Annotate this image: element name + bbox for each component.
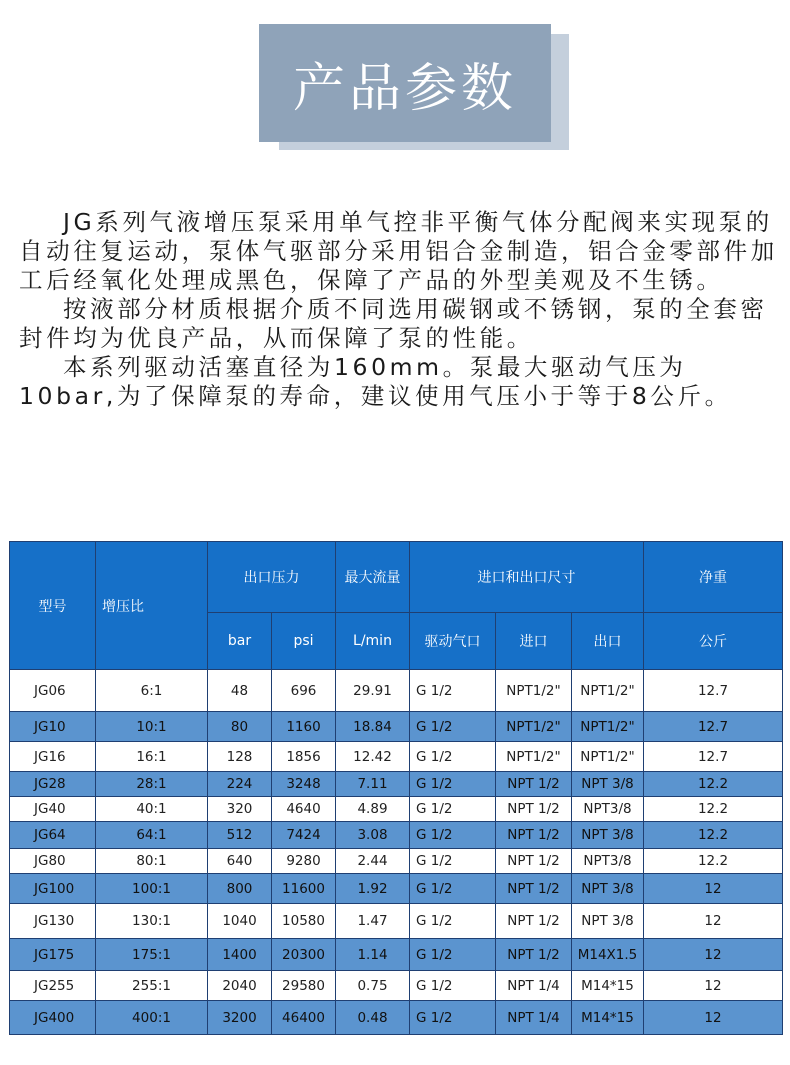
cell-outlet: NPT 3/8 bbox=[572, 874, 644, 904]
cell-model: JG175 bbox=[10, 939, 96, 971]
cell-outlet: NPT 3/8 bbox=[572, 904, 644, 939]
cell-ratio: 16:1 bbox=[96, 742, 208, 772]
cell-weight: 12 bbox=[644, 904, 783, 939]
spec-table-body bbox=[10, 670, 783, 1035]
cell-outlet: NPT1/2" bbox=[572, 712, 644, 742]
cell-bar: 128 bbox=[208, 742, 272, 772]
table-row bbox=[10, 797, 783, 822]
cell-flow: 2.44 bbox=[336, 849, 410, 874]
cell-psi: 1856 bbox=[272, 742, 336, 772]
cell-flow: 1.47 bbox=[336, 904, 410, 939]
cell-bar: 1400 bbox=[208, 939, 272, 971]
cell-psi: 7424 bbox=[272, 822, 336, 849]
cell-drive-port: G 1/2 bbox=[410, 797, 496, 822]
cell-flow: 1.14 bbox=[336, 939, 410, 971]
cell-psi: 696 bbox=[272, 670, 336, 712]
cell-drive-port: G 1/2 bbox=[410, 874, 496, 904]
cell-weight: 12 bbox=[644, 939, 783, 971]
header-inlet: 进口 bbox=[496, 613, 572, 670]
header-model: 型号 bbox=[10, 542, 96, 670]
cell-drive-port: G 1/2 bbox=[410, 822, 496, 849]
cell-outlet: M14*15 bbox=[572, 971, 644, 1001]
spec-table bbox=[9, 541, 783, 1035]
description-paragraph: 按液部分材质根据介质不同选用碳钢或不锈钢，泵的全套密封件均为优良产品，从而保障了泵的性能。 bbox=[19, 295, 768, 352]
cell-inlet: NPT1/2" bbox=[496, 670, 572, 712]
cell-outlet: M14*15 bbox=[572, 1001, 644, 1035]
cell-flow: 0.75 bbox=[336, 971, 410, 1001]
cell-outlet: NPT3/8 bbox=[572, 849, 644, 874]
header-outlet: 出口 bbox=[572, 613, 644, 670]
cell-ratio: 175:1 bbox=[96, 939, 208, 971]
product-description bbox=[19, 208, 779, 411]
cell-drive-port: G 1/2 bbox=[410, 712, 496, 742]
cell-bar: 320 bbox=[208, 797, 272, 822]
cell-ratio: 28:1 bbox=[96, 772, 208, 797]
cell-outlet: NPT 3/8 bbox=[572, 772, 644, 797]
cell-psi: 3248 bbox=[272, 772, 336, 797]
cell-inlet: NPT 1/4 bbox=[496, 971, 572, 1001]
title-box bbox=[259, 24, 551, 142]
cell-model: JG80 bbox=[10, 849, 96, 874]
cell-outlet: NPT1/2" bbox=[572, 742, 644, 772]
cell-ratio: 64:1 bbox=[96, 822, 208, 849]
table-row bbox=[10, 1001, 783, 1035]
cell-bar: 224 bbox=[208, 772, 272, 797]
cell-flow: 0.48 bbox=[336, 1001, 410, 1035]
table-row bbox=[10, 874, 783, 904]
cell-inlet: NPT 1/2 bbox=[496, 772, 572, 797]
table-row bbox=[10, 772, 783, 797]
cell-drive-port: G 1/2 bbox=[410, 670, 496, 712]
cell-weight: 12.2 bbox=[644, 772, 783, 797]
cell-psi: 10580 bbox=[272, 904, 336, 939]
table-row bbox=[10, 939, 783, 971]
cell-flow: 4.89 bbox=[336, 797, 410, 822]
cell-model: JG10 bbox=[10, 712, 96, 742]
table-row bbox=[10, 904, 783, 939]
cell-flow: 3.08 bbox=[336, 822, 410, 849]
table-row bbox=[10, 742, 783, 772]
cell-model: JG06 bbox=[10, 670, 96, 712]
cell-ratio: 400:1 bbox=[96, 1001, 208, 1035]
cell-inlet: NPT 1/2 bbox=[496, 874, 572, 904]
cell-ratio: 100:1 bbox=[96, 874, 208, 904]
cell-ratio: 6:1 bbox=[96, 670, 208, 712]
cell-weight: 12.7 bbox=[644, 742, 783, 772]
cell-psi: 4640 bbox=[272, 797, 336, 822]
cell-bar: 2040 bbox=[208, 971, 272, 1001]
cell-flow: 1.92 bbox=[336, 874, 410, 904]
cell-drive-port: G 1/2 bbox=[410, 904, 496, 939]
cell-bar: 48 bbox=[208, 670, 272, 712]
cell-weight: 12.7 bbox=[644, 712, 783, 742]
header-psi: psi bbox=[272, 613, 336, 670]
cell-weight: 12 bbox=[644, 1001, 783, 1035]
cell-drive-port: G 1/2 bbox=[410, 1001, 496, 1035]
cell-model: JG255 bbox=[10, 971, 96, 1001]
cell-ratio: 130:1 bbox=[96, 904, 208, 939]
header-max-flow: 最大流量 bbox=[336, 542, 410, 613]
cell-weight: 12 bbox=[644, 971, 783, 1001]
description-paragraph: JG系列气液增压泵采用单气控非平衡气体分配阀来实现泵的自动往复运动，泵体气驱部分采用铝合金制造，铝合金零部件加工后经氧化处理成黑色，保障了产品的外型美观及不生锈。 bbox=[19, 208, 778, 294]
cell-model: JG16 bbox=[10, 742, 96, 772]
cell-psi: 46400 bbox=[272, 1001, 336, 1035]
header-weight-unit: 公斤 bbox=[644, 613, 783, 670]
cell-outlet: NPT 3/8 bbox=[572, 822, 644, 849]
cell-flow: 12.42 bbox=[336, 742, 410, 772]
table-row bbox=[10, 670, 783, 712]
cell-inlet: NPT1/2" bbox=[496, 742, 572, 772]
header-port-size: 进口和出口尺寸 bbox=[410, 542, 644, 613]
header-outlet-pressure: 出口压力 bbox=[208, 542, 336, 613]
cell-model: JG28 bbox=[10, 772, 96, 797]
cell-drive-port: G 1/2 bbox=[410, 742, 496, 772]
cell-ratio: 255:1 bbox=[96, 971, 208, 1001]
cell-inlet: NPT 1/2 bbox=[496, 797, 572, 822]
table-row bbox=[10, 822, 783, 849]
cell-weight: 12 bbox=[644, 874, 783, 904]
cell-outlet: NPT3/8 bbox=[572, 797, 644, 822]
cell-drive-port: G 1/2 bbox=[410, 849, 496, 874]
cell-inlet: NPT 1/2 bbox=[496, 849, 572, 874]
cell-bar: 3200 bbox=[208, 1001, 272, 1035]
cell-psi: 9280 bbox=[272, 849, 336, 874]
cell-inlet: NPT 1/2 bbox=[496, 904, 572, 939]
header-flow-unit: L/min bbox=[336, 613, 410, 670]
cell-drive-port: G 1/2 bbox=[410, 772, 496, 797]
cell-weight: 12.2 bbox=[644, 849, 783, 874]
cell-flow: 29.91 bbox=[336, 670, 410, 712]
cell-ratio: 80:1 bbox=[96, 849, 208, 874]
cell-inlet: NPT 1/2 bbox=[496, 822, 572, 849]
cell-drive-port: G 1/2 bbox=[410, 939, 496, 971]
title-banner bbox=[259, 24, 569, 150]
cell-outlet: M14X1.5 bbox=[572, 939, 644, 971]
cell-flow: 7.11 bbox=[336, 772, 410, 797]
table-row bbox=[10, 849, 783, 874]
cell-bar: 512 bbox=[208, 822, 272, 849]
cell-inlet: NPT 1/4 bbox=[496, 1001, 572, 1035]
cell-bar: 800 bbox=[208, 874, 272, 904]
header-net-weight: 净重 bbox=[644, 542, 783, 613]
cell-psi: 29580 bbox=[272, 971, 336, 1001]
header-drive-port: 驱动气口 bbox=[410, 613, 496, 670]
cell-ratio: 10:1 bbox=[96, 712, 208, 742]
cell-bar: 640 bbox=[208, 849, 272, 874]
cell-psi: 1160 bbox=[272, 712, 336, 742]
cell-ratio: 40:1 bbox=[96, 797, 208, 822]
cell-outlet: NPT1/2" bbox=[572, 670, 644, 712]
table-row bbox=[10, 712, 783, 742]
cell-model: JG64 bbox=[10, 822, 96, 849]
header-bar: bar bbox=[208, 613, 272, 670]
cell-drive-port: G 1/2 bbox=[410, 971, 496, 1001]
cell-model: JG130 bbox=[10, 904, 96, 939]
description-paragraph: 本系列驱动活塞直径为160mm。泵最大驱动气压为10bar,为了保障泵的寿命，建议使用气压小于等于8公斤。 bbox=[19, 353, 732, 410]
table-row bbox=[10, 971, 783, 1001]
cell-bar: 80 bbox=[208, 712, 272, 742]
cell-model: JG400 bbox=[10, 1001, 96, 1035]
cell-psi: 11600 bbox=[272, 874, 336, 904]
cell-weight: 12.2 bbox=[644, 797, 783, 822]
cell-model: JG40 bbox=[10, 797, 96, 822]
cell-weight: 12.7 bbox=[644, 670, 783, 712]
cell-bar: 1040 bbox=[208, 904, 272, 939]
cell-model: JG100 bbox=[10, 874, 96, 904]
cell-weight: 12.2 bbox=[644, 822, 783, 849]
page-title: 产品参数 bbox=[292, 58, 517, 119]
cell-psi: 20300 bbox=[272, 939, 336, 971]
cell-flow: 18.84 bbox=[336, 712, 410, 742]
cell-inlet: NPT 1/2 bbox=[496, 939, 572, 971]
header-ratio: 增压比 bbox=[96, 542, 208, 670]
cell-inlet: NPT1/2" bbox=[496, 712, 572, 742]
